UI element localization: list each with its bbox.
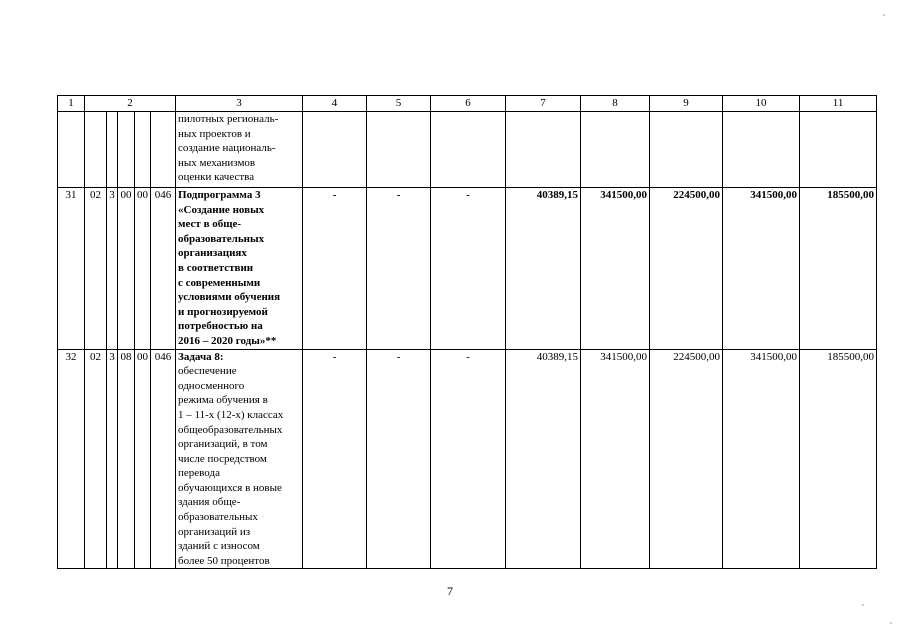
code-cell: 02 <box>85 188 107 350</box>
description-line: потребностью на <box>178 320 263 333</box>
description-line: 2016 – 2020 годы»** <box>178 334 277 347</box>
description-line: перевода <box>178 467 220 480</box>
description-line: мест в обще- <box>178 218 242 231</box>
description-line: пилотных региональ- <box>178 113 279 125</box>
scan-speck <box>890 622 892 624</box>
header-cell: 9 <box>650 96 723 112</box>
description-line: общеобразовательных <box>178 423 283 436</box>
value-cell: - <box>431 188 506 350</box>
description-line: с современными <box>178 276 261 289</box>
description-line: и прогнозируемой <box>178 305 268 318</box>
header-cell: 4 <box>303 96 367 112</box>
value-cell: 224500,00 <box>650 188 723 350</box>
code-cell: 08 <box>118 349 135 569</box>
scan-speck <box>862 604 864 606</box>
value-cell: 185500,00 <box>800 349 877 569</box>
code-cell: 00 <box>118 188 135 350</box>
description-line: оценки качества <box>178 171 255 184</box>
code-cell: 00 <box>135 349 151 569</box>
value-cell: 341500,00 <box>723 188 800 350</box>
task-description <box>176 349 303 569</box>
description-line: режима обучения в <box>178 394 268 407</box>
code-cell: 02 <box>85 349 107 569</box>
description-line: условиями обучения <box>178 291 281 304</box>
header-row <box>58 96 877 112</box>
budget-table <box>57 95 877 569</box>
value-cell: - <box>431 349 506 569</box>
description-line: односменного <box>178 379 245 392</box>
header-cell: 11 <box>800 96 877 112</box>
value-cell: - <box>303 188 367 350</box>
value-cell: 341500,00 <box>723 349 800 569</box>
value-cell: 341500,00 <box>581 349 650 569</box>
code-cell: 00 <box>135 188 151 350</box>
row-number: 32 <box>58 349 85 569</box>
header-cell: 3 <box>176 96 303 112</box>
description-line: организациях <box>178 247 247 260</box>
continuation-description <box>176 112 303 188</box>
code-cell: 046 <box>151 188 176 350</box>
description-line: ных механизмов <box>178 156 256 169</box>
value-cell: 185500,00 <box>800 188 877 350</box>
value-cell: 341500,00 <box>581 188 650 350</box>
value-cell: 40389,15 <box>506 349 581 569</box>
header-cell: 6 <box>431 96 506 112</box>
description-line: обучающихся в новые <box>178 481 282 494</box>
value-cell: 40389,15 <box>506 188 581 350</box>
value-cell: - <box>303 349 367 569</box>
continuation-row <box>58 112 877 188</box>
header-cell: 8 <box>581 96 650 112</box>
code-cell: 046 <box>151 349 176 569</box>
description-line: ных проектов и <box>178 127 251 140</box>
description-line: организаций, в том <box>178 438 268 451</box>
description-line: обеспечение <box>178 365 237 378</box>
subprogram-description <box>176 188 303 350</box>
description-line: образовательных <box>178 511 258 524</box>
header-cell: 2 <box>85 96 176 112</box>
header-cell: 7 <box>506 96 581 112</box>
description-line: организаций из <box>178 525 251 538</box>
description-line: образовательных <box>178 232 265 245</box>
table-row-31 <box>58 188 877 350</box>
task-label: Задача 8: <box>178 350 224 363</box>
code-cell: 3 <box>107 188 118 350</box>
description-line: «Создание новых <box>178 203 265 216</box>
scan-speck <box>883 14 885 16</box>
description-line: более 50 процентов <box>178 554 270 567</box>
header-cell: 10 <box>723 96 800 112</box>
value-cell: 224500,00 <box>650 349 723 569</box>
description-line: создание националь- <box>178 142 276 155</box>
row-number: 31 <box>58 188 85 350</box>
table-row-32 <box>58 349 877 569</box>
description-line: в соответствии <box>178 261 254 274</box>
value-cell: - <box>367 349 431 569</box>
description-line: зданий с износом <box>178 540 260 553</box>
page-number: 7 <box>447 584 453 598</box>
header-cell: 1 <box>58 96 85 112</box>
description-line: числе посредством <box>178 452 267 465</box>
description-line: здания обще- <box>178 496 241 509</box>
code-cell: 3 <box>107 349 118 569</box>
description-line: Подпрограмма 3 <box>178 189 261 201</box>
description-line: 1 – 11-х (12-х) классах <box>178 408 284 421</box>
value-cell: - <box>367 188 431 350</box>
header-cell: 5 <box>367 96 431 112</box>
